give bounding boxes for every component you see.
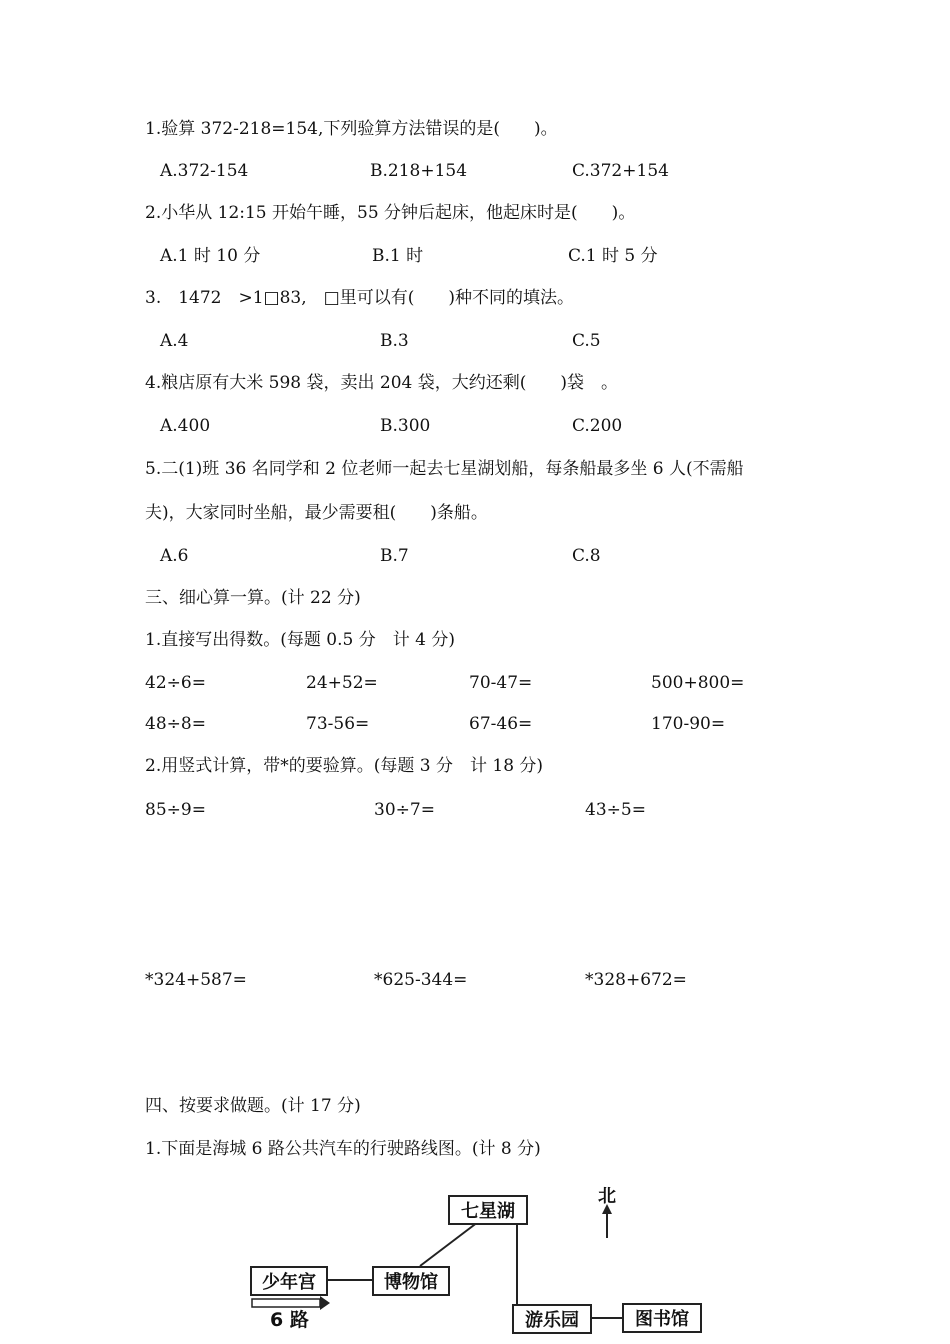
q2-option-c: C.1 时 5 分 [568,246,658,266]
q4-stem: 4.粮店原有大米 598 袋，卖出 204 袋，大约还剩( )袋 。 [145,373,618,393]
q2-option-a: A.1 时 10 分 [160,246,261,266]
station-youleyuan: 游乐园 [512,1304,592,1334]
route-direction-arrow-icon [252,1296,330,1310]
vertical-calc-item: 85÷9= [145,800,206,820]
vertical-calc-item: *625-344= [374,970,468,990]
q3-stem: 3. 1472 >1□83, □里可以有( )种不同的填法。 [145,288,574,308]
station-qixinghu: 七星湖 [448,1195,528,1225]
oral-calc-item: 42÷6= [145,673,206,693]
oral-calc-item: 500+800= [651,673,745,693]
section3-part1-title: 1.直接写出得数。(每题 0.5 分 计 4 分) [145,630,455,650]
q1-option-b: B.218+154 [370,161,468,181]
q2-option-b: B.1 时 [372,246,424,266]
oral-calc-item: 24+52= [306,673,378,693]
route-label: 6 路 [270,1309,309,1331]
q4-option-a: A.400 [160,416,211,436]
q1-option-a: A.372-154 [160,161,249,181]
oral-calc-item: 70-47= [469,673,533,693]
q5-option-c: C.8 [572,546,601,566]
station-tushuguan: 图书馆 [622,1303,702,1333]
vertical-calc-item: *324+587= [145,970,247,990]
vertical-calc-item: 30÷7= [374,800,435,820]
north-arrow-icon [602,1204,612,1238]
north-label: 北 [598,1186,616,1207]
oral-calc-item: 67-46= [469,714,533,734]
q3-option-b: B.3 [380,331,409,351]
q3-option-c: C.5 [572,331,601,351]
q1-option-c: C.372+154 [572,161,669,181]
q3-option-a: A.4 [160,331,189,351]
section3-title: 三、细心算一算。(计 22 分) [145,588,361,608]
section3-part2-title: 2.用竖式计算，带*的要验算。(每题 3 分 计 18 分) [145,756,544,776]
section4-q1-title: 1.下面是海城 6 路公共汽车的行驶路线图。(计 8 分) [145,1139,541,1159]
vertical-calc-item: 43÷5= [585,800,646,820]
vertical-calc-item: *328+672= [585,970,687,990]
section4-title: 四、按要求做题。(计 17 分) [145,1096,361,1116]
station-bowuguan: 博物馆 [372,1266,450,1296]
station-shaoniangong: 少年宫 [250,1266,328,1296]
q5-option-b: B.7 [380,546,409,566]
oral-calc-item: 170-90= [651,714,726,734]
q4-option-c: C.200 [572,416,623,436]
q2-stem: 2.小华从 12:15 开始午睡，55 分钟后起床，他起床时是( )。 [145,203,636,223]
oral-calc-item: 73-56= [306,714,370,734]
q5-stem-line1: 5.二(1)班 36 名同学和 2 位老师一起去七星湖划船，每条船最多坐 6 人(不需船 [145,459,744,479]
q4-option-b: B.300 [380,416,431,436]
q1-stem: 1.验算 372-218=154,下列验算方法错误的是( )。 [145,119,558,139]
q5-option-a: A.6 [160,546,189,566]
q5-stem-line2: 夫)，大家同时坐船，最少需要租( )条船。 [145,503,488,523]
oral-calc-item: 48÷8= [145,714,206,734]
